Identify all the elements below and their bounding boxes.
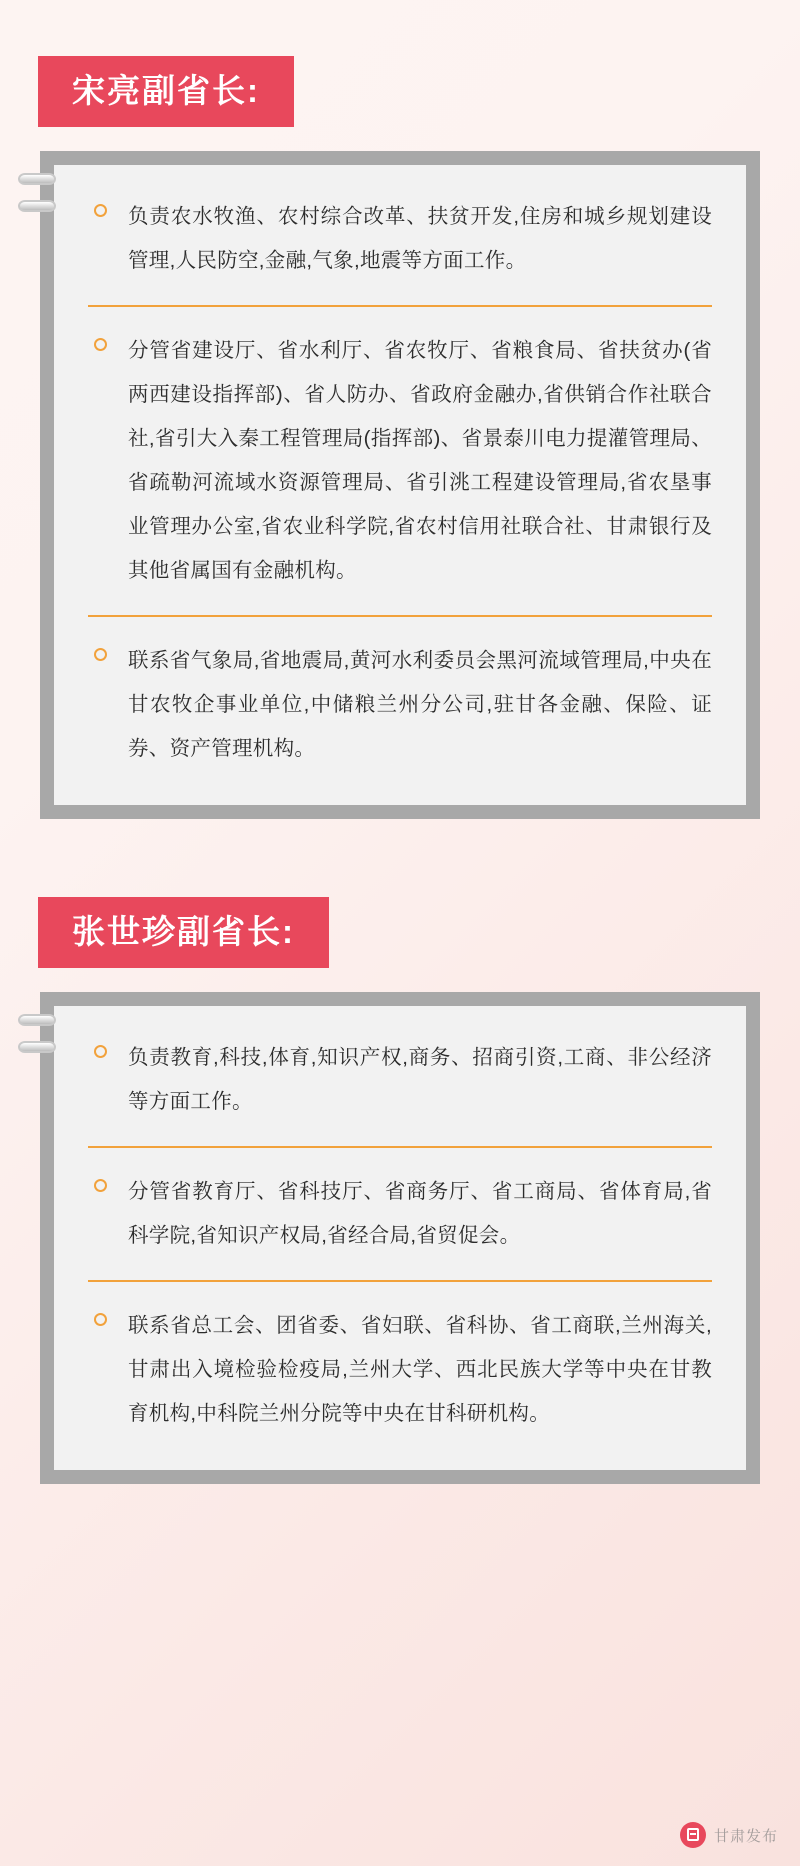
ring-icon [18,200,58,214]
section-song-liang [0,56,800,819]
ring-icon [18,173,58,187]
ring-icon [18,1041,58,1055]
duty-list-1 [88,195,712,771]
list-item [88,1280,712,1436]
list-item [88,195,712,283]
duty-text: 分管省建设厅、省水利厅、省农牧厅、省粮食局、省扶贫办(省两西建设指挥部)、省人防办、省政府金融办,省供销合作社联合社,省引大入秦工程管理局(指挥部)、省景泰川电力提灌管理局、省疏勒河流域水资源管理局、省引洮工程建设管理局,省农垦事业管理办公室,省农业科学院,省农村信用社联合社、甘肃银行及其他省属国有金融机构。 [128,339,712,582]
circle-bullet-icon [94,338,107,351]
publisher-badge [680,1822,778,1848]
duty-text: 负责教育,科技,体育,知识产权,商务、招商引资,工商、非公经济等方面工作。 [128,1046,712,1113]
list-item [88,1146,712,1258]
note-card-2 [40,992,760,1484]
circle-bullet-icon [94,1179,107,1192]
card-frame-2 [40,992,760,1484]
section-zhang-shizhen [0,897,800,1484]
section-gap [0,819,800,897]
spiral-rings-1 [18,173,58,227]
duty-text: 负责农水牧渔、农村综合改革、扶贫开发,住房和城乡规划建设管理,人民防空,金融,气象,地震等方面工作。 [128,205,712,272]
circle-bullet-icon [94,648,107,661]
duty-text: 分管省教育厅、省科技厅、省商务厅、省工商局、省体育局,省科学院,省知识产权局,省经合局,省贸促会。 [128,1180,712,1247]
circle-bullet-icon [94,1313,107,1326]
list-item [88,305,712,593]
publisher-label: 甘肃发布 [713,1827,778,1845]
ring-icon [18,1014,58,1028]
circle-bullet-icon [94,204,107,217]
gansu-release-logo-icon [680,1822,706,1848]
duty-list-2 [88,1036,712,1436]
note-card-1 [40,151,760,819]
list-item [88,1036,712,1124]
duty-text: 联系省总工会、团省委、省妇联、省科协、省工商联,兰州海关,甘肃出入境检验检疫局,兰州大学、西北民族大学等中央在甘教育机构,中科院兰州分院等中央在甘科研机构。 [128,1314,712,1425]
section-title-1: 宋亮副省长: [38,56,294,127]
card-inner-1 [54,165,746,805]
circle-bullet-icon [94,1045,107,1058]
duty-text: 联系省气象局,省地震局,黄河水利委员会黑河流域管理局,中央在甘农牧企事业单位,中储粮兰州分公司,驻甘各金融、保险、证券、资产管理机构。 [128,649,712,760]
spiral-rings-2 [18,1014,58,1068]
card-inner-2 [54,1006,746,1470]
top-spacer [0,0,800,56]
list-item [88,615,712,771]
card-frame-1 [40,151,760,819]
section-title-2: 张世珍副省长: [38,897,329,968]
